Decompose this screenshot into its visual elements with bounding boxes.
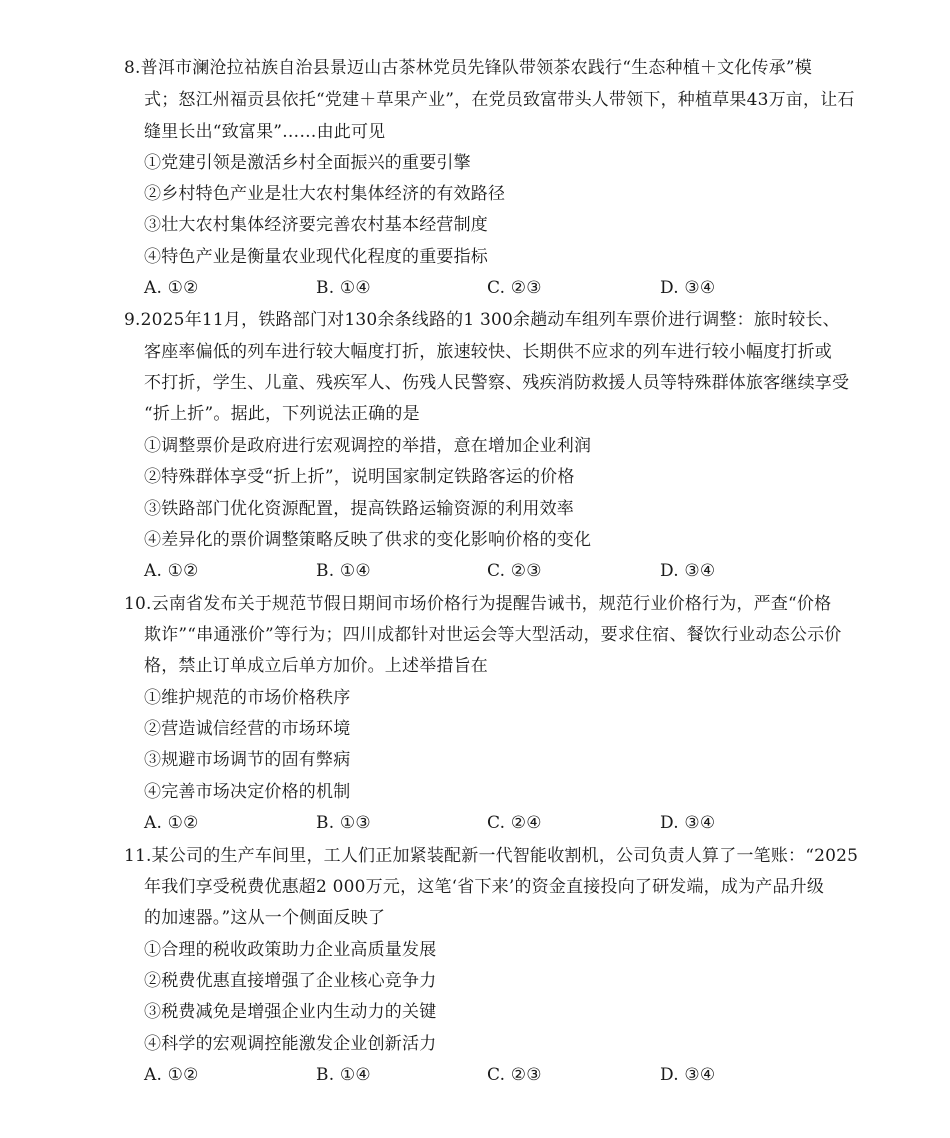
- question-stem-line: 缝里长出“致富果”……由此可见: [144, 122, 386, 142]
- answer-choice-a[interactable]: A. ①②: [144, 278, 199, 298]
- answer-choice-b[interactable]: B. ①④: [316, 1065, 371, 1085]
- question-stem-line: 8.普洱市澜沧拉祜族自治县景迈山古茶林党员先锋队带领茶农践行“生态种植＋文化传承”模: [124, 58, 813, 78]
- answer-choice-a[interactable]: A. ①②: [144, 1065, 199, 1085]
- answer-choice-b[interactable]: B. ①③: [316, 813, 371, 833]
- statement-option: ①党建引领是激活乡村全面振兴的重要引擎: [144, 153, 471, 173]
- question-number: 8.: [124, 58, 141, 78]
- question-number: 9.: [124, 310, 141, 330]
- question-stem-line: 年我们享受税费优惠超2 000万元，这笔‘省下来’的资金直接投向了研发端，成为产品升级: [144, 877, 825, 897]
- question-stem-line: 式；怒江州福贡县依托“党建＋草果产业”，在党员致富带头人带领下，种植草果43万亩，让石: [144, 90, 855, 110]
- answer-choice-c[interactable]: C. ②③: [487, 1065, 542, 1085]
- statement-option: ③铁路部门优化资源配置，提高铁路运输资源的利用效率: [144, 499, 574, 519]
- answer-choice-d[interactable]: D. ③④: [660, 278, 716, 298]
- statement-option: ④科学的宏观调控能激发企业创新活力: [144, 1034, 437, 1054]
- question-stem-line: 9.2025年11月，铁路部门对130余条线路的1 300余趟动车组列车票价进行调整：旅时较长、: [124, 310, 840, 330]
- question-stem-line: “折上折”。据此，下列说法正确的是: [144, 404, 420, 424]
- question-stem-line: 欺诈”“串通涨价”等行为；四川成都针对世运会等大型活动，要求住宿、餐饮行业动态公示价: [144, 625, 842, 645]
- question-stem-line: 11.某公司的生产车间里，工人们正加紧装配新一代智能收割机，公司负责人算了一笔账：“2025: [124, 846, 859, 866]
- statement-option: ②税费优惠直接增强了企业核心竞争力: [144, 971, 437, 991]
- statement-option: ④完善市场决定价格的机制: [144, 782, 351, 802]
- statement-option: ④差异化的票价调整策略反映了供求的变化影响价格的变化: [144, 530, 592, 550]
- statement-option: ①维护规范的市场价格秩序: [144, 688, 351, 708]
- question-stem-line: 的加速器。”这从一个侧面反映了: [144, 908, 386, 928]
- question-stem-line: 客座率偏低的列车进行较大幅度打折，旅速较快、长期供不应求的列车进行较小幅度打折或: [144, 342, 832, 362]
- question-number: 11.: [124, 846, 152, 866]
- statement-option: ②特殊群体享受“折上折”，说明国家制定铁路客运的价格: [144, 467, 575, 487]
- statement-option: ①合理的税收政策助力企业高质量发展: [144, 940, 437, 960]
- statement-option: ③壮大农村集体经济要完善农村基本经营制度: [144, 215, 488, 235]
- statement-option: ③规避市场调节的固有弊病: [144, 750, 351, 770]
- answer-choice-d[interactable]: D. ③④: [660, 1065, 716, 1085]
- answer-choice-c[interactable]: C. ②④: [487, 813, 542, 833]
- question-stem-line: 不打折，学生、儿童、残疾军人、伤残人民警察、残疾消防救援人员等特殊群体旅客继续享受: [144, 373, 850, 393]
- answer-choice-c[interactable]: C. ②③: [487, 278, 542, 298]
- statement-option: ③税费减免是增强企业内生动力的关键: [144, 1002, 437, 1022]
- statement-option: ②营造诚信经营的市场环境: [144, 719, 351, 739]
- statement-option: ①调整票价是政府进行宏观调控的举措，意在增加企业利润: [144, 436, 592, 456]
- answer-choice-b[interactable]: B. ①④: [316, 561, 371, 581]
- question-stem-line: 格，禁止订单成立后单方加价。上述举措旨在: [144, 656, 488, 676]
- answer-choice-a[interactable]: A. ①②: [144, 813, 199, 833]
- answer-choice-d[interactable]: D. ③④: [660, 813, 716, 833]
- question-number: 10.: [124, 594, 152, 614]
- question-stem-line: 10.云南省发布关于规范节假日期间市场价格行为提醒告诫书，规范行业价格行为，严查“价格: [124, 594, 832, 614]
- answer-choice-b[interactable]: B. ①④: [316, 278, 371, 298]
- statement-option: ④特色产业是衡量农业现代化程度的重要指标: [144, 247, 488, 267]
- answer-choice-d[interactable]: D. ③④: [660, 561, 716, 581]
- statement-option: ②乡村特色产业是壮大农村集体经济的有效路径: [144, 184, 506, 204]
- answer-choice-c[interactable]: C. ②③: [487, 561, 542, 581]
- answer-choice-a[interactable]: A. ①②: [144, 561, 199, 581]
